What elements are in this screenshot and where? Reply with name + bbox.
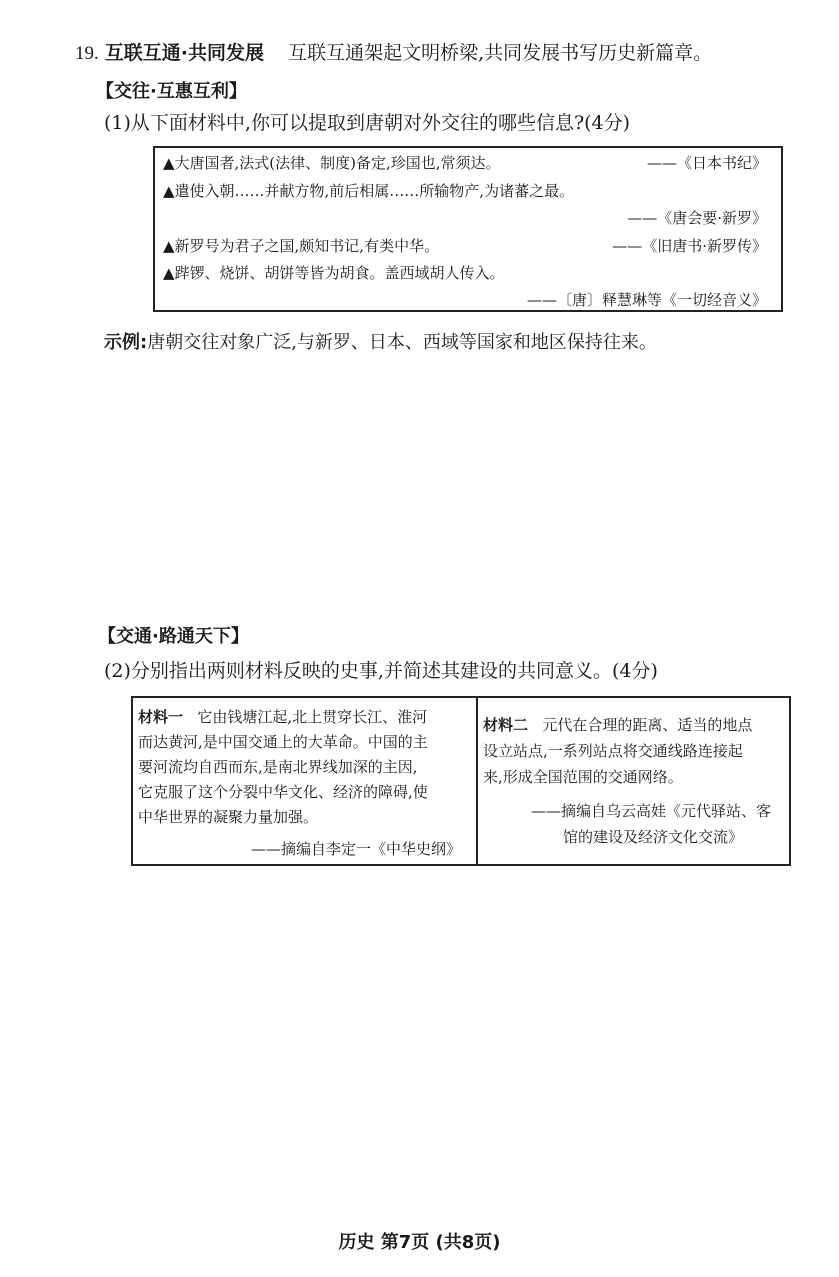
question-intro: 互联互通架起文明桥梁,共同发展书写历史新篇章。 <box>288 42 713 64</box>
source-text-4: ▲跸锣、烧饼、胡饼等皆为胡食。盖西域胡人传入。 <box>163 264 505 282</box>
material2-line-3: 来,形成全国范围的交通网络。 <box>483 768 683 786</box>
material2-text-1: 元代在合理的距离、适当的地点 <box>542 716 753 734</box>
source-text-2: ▲遣使入朝……并献方物,前后相属……所输物产,为诸蕃之最。 <box>163 182 575 200</box>
material2-cite-1: ——摘编自乌云高娃《元代驿站、客 <box>531 802 772 820</box>
source-cite-4: ——〔唐〕释慧琳等《一切经音义》 <box>526 291 767 309</box>
example-text: 唐朝交往对象广泛,与新罗、日本、西域等国家和地区保持往来。 <box>147 332 657 353</box>
question-title: 互联互通·共同发展 <box>104 42 265 64</box>
section1-label: 【交往·互惠互利】 <box>96 81 247 102</box>
section2-prompt: (2)分别指出两则材料反映的史事,并简述其建设的共同意义。(4分) <box>104 660 658 682</box>
material1-cite: ——摘编自李定一《中华史纲》 <box>251 840 462 858</box>
material1-line-1 <box>138 706 427 727</box>
example-label: 示例: <box>104 332 148 353</box>
source-text-1: ▲大唐国者,法式(法律、制度)备定,珍国也,常须达。 <box>163 154 501 172</box>
page-footer: 历史 第7页 (共8页) <box>338 1232 501 1253</box>
material2-label: 材料二 <box>483 716 529 734</box>
source-cite-1: ——《日本书纪》 <box>646 154 767 172</box>
question-number: 19. <box>75 43 99 64</box>
source-cite-2: ——《唐会要·新罗》 <box>627 209 767 227</box>
material1-line-4: 它克服了这个分裂中华文化、经济的障碍,使 <box>138 783 428 801</box>
materials-divider <box>476 698 478 864</box>
question-heading <box>75 38 712 65</box>
material1-text-1: 它由钱塘江起,北上贯穿长江、淮河 <box>197 708 428 726</box>
section1-prompt: (1)从下面材料中,你可以提取到唐朝对外交往的哪些信息?(4分) <box>104 112 631 134</box>
material2-cite-2: 馆的建设及经济文化交流》 <box>563 828 744 846</box>
material2-line-2: 设立站点,一系列站点将交通线路连接起 <box>483 742 743 760</box>
materials-box <box>131 696 791 866</box>
section2-label: 【交通·路通天下】 <box>98 626 249 647</box>
material1-line-5: 中华世界的凝聚力量加强。 <box>138 808 319 826</box>
example-answer <box>104 328 657 354</box>
material1-label: 材料一 <box>138 708 184 726</box>
material2-line-1 <box>483 714 752 735</box>
source-cite-3: ——《旧唐书·新罗传》 <box>612 237 767 255</box>
material1-line-3: 要河流均自西而东,是南北界线加深的主因, <box>138 758 418 776</box>
sources-box <box>153 146 783 312</box>
material1-line-2: 而达黄河,是中国交通上的大革命。中国的主 <box>138 733 428 751</box>
source-text-3: ▲新罗号为君子之国,颇知书记,有类中华。 <box>163 237 440 255</box>
